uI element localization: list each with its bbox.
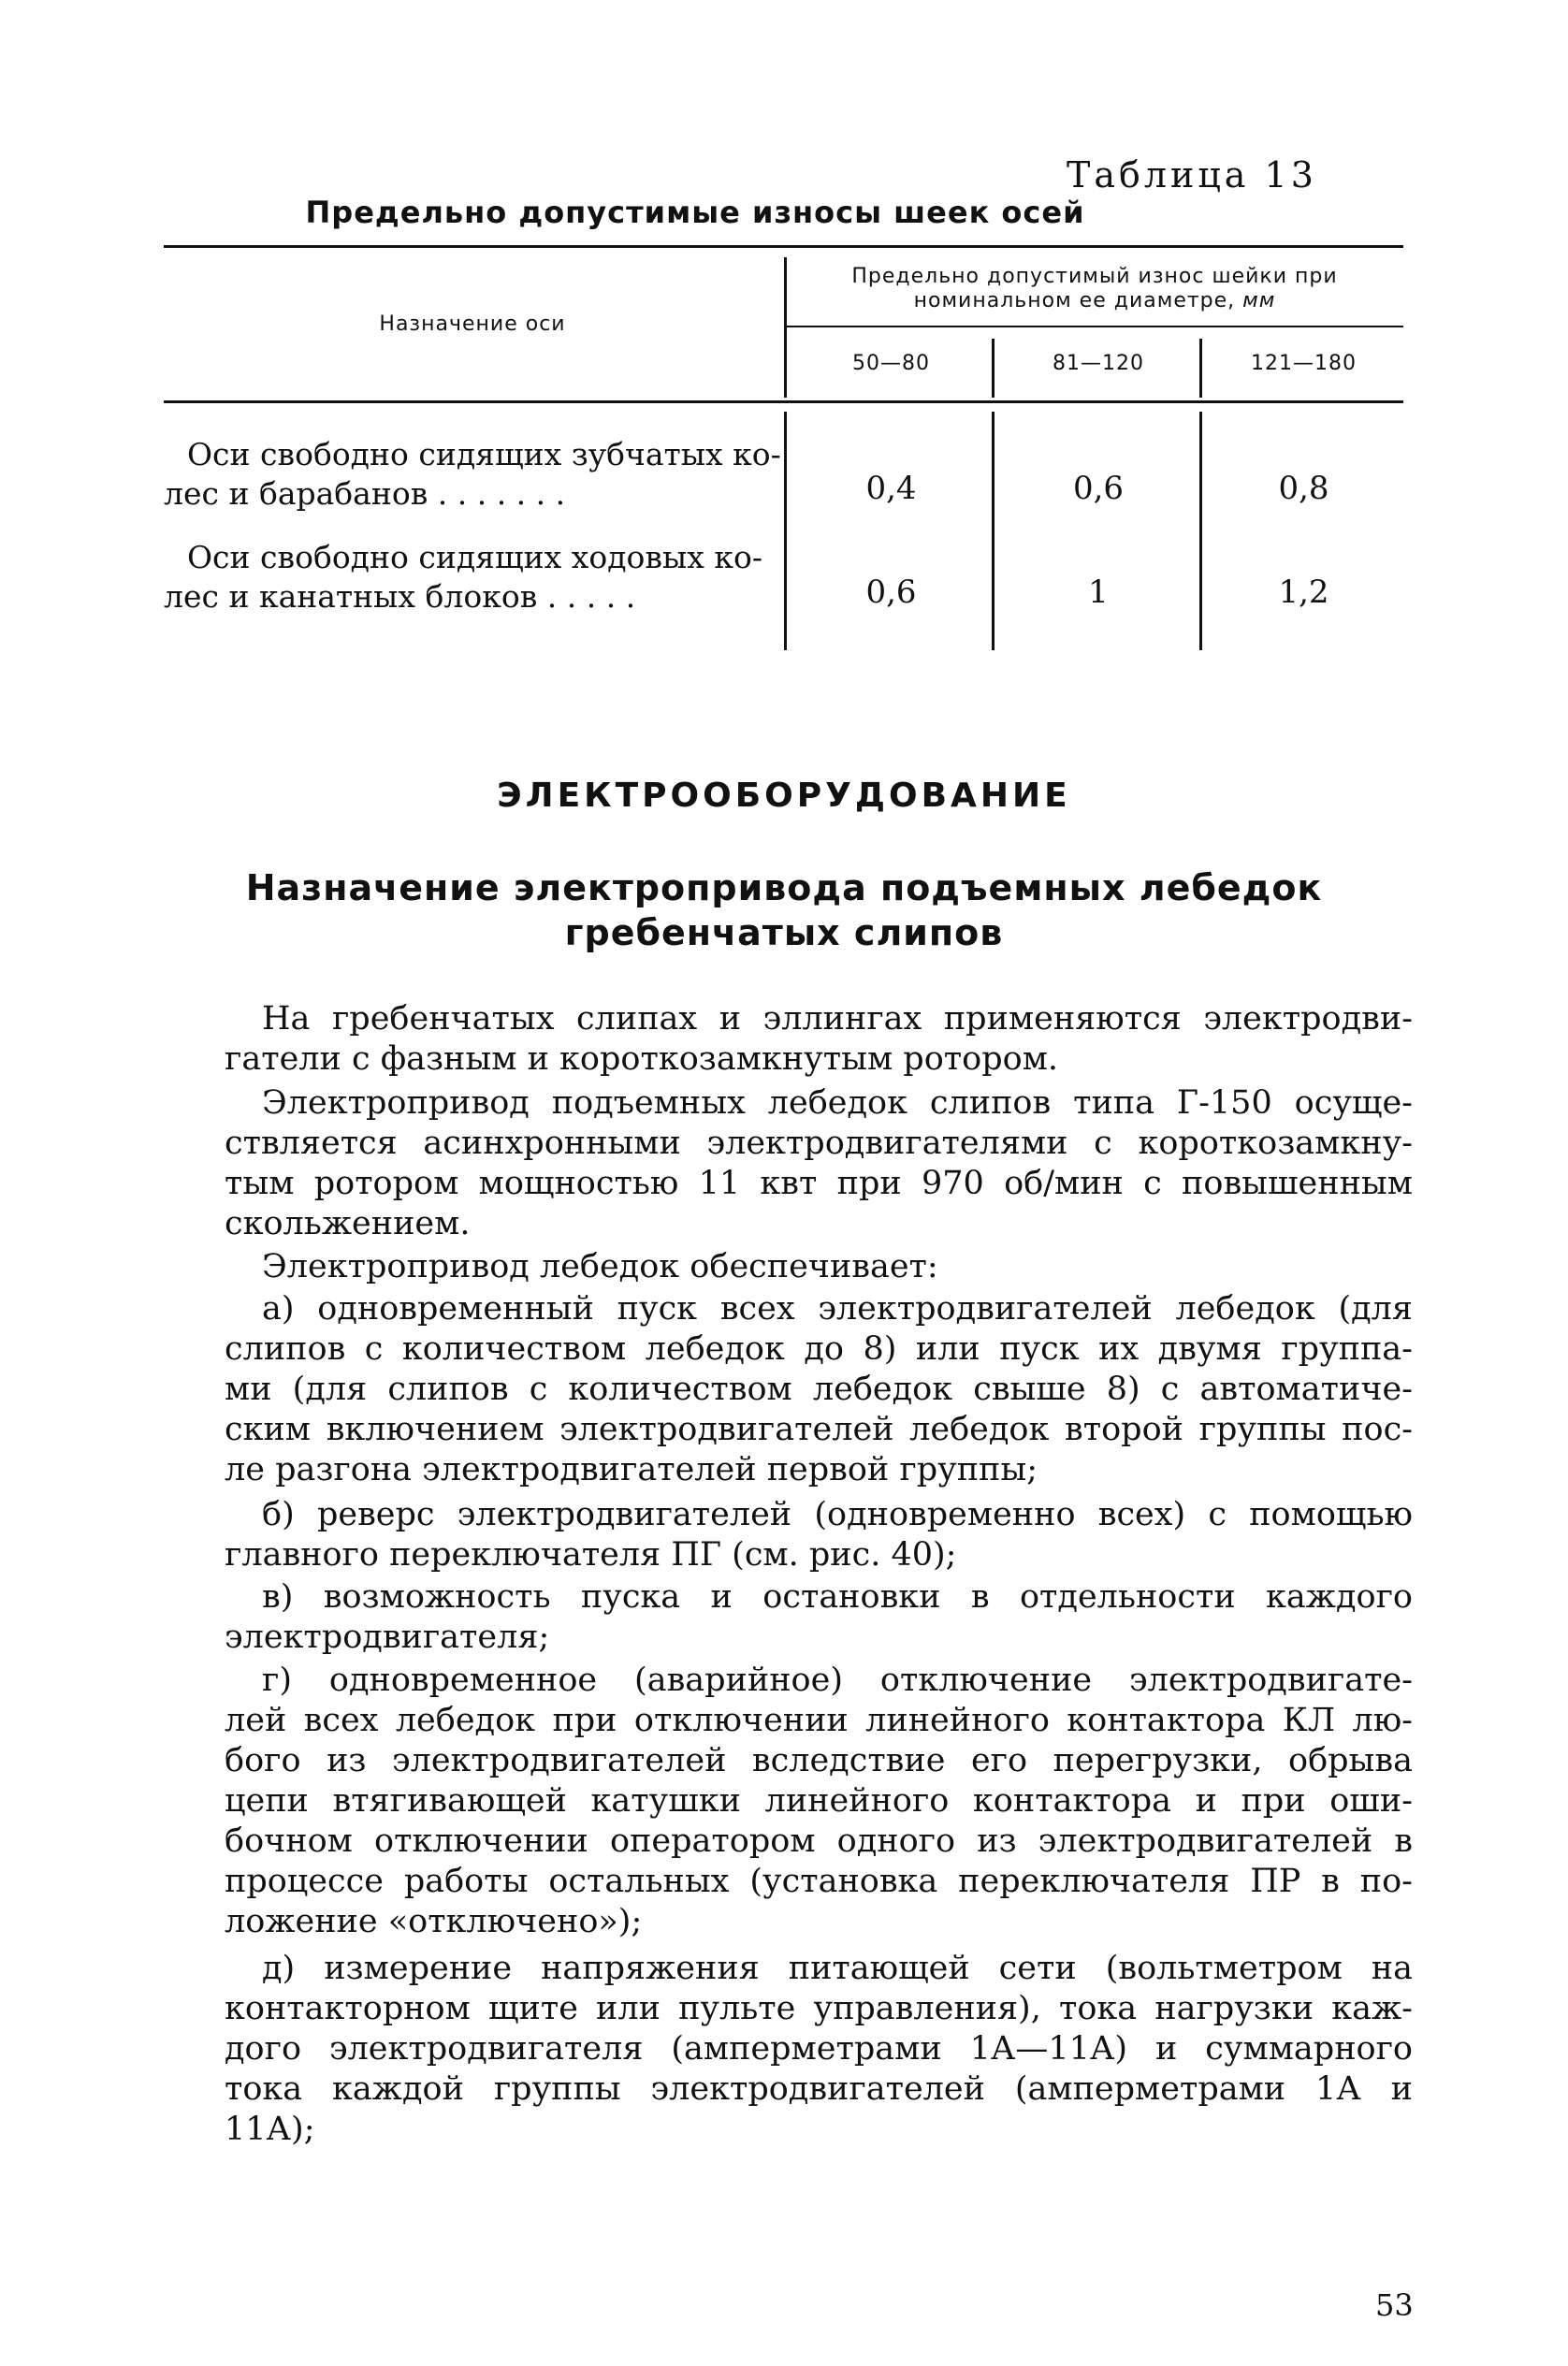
list-item-a-line: ле разгона электродвигателей первой группы; [225,1451,1038,1488]
header-range-1: 50—80 [852,352,930,375]
list-item-g-line: ложение «отключено»); [225,1903,643,1940]
list-item-b-line: главного переключателя ПГ (см. рис. 40); [225,1536,957,1574]
header-axis-purpose: Назначение оси [379,312,566,336]
paragraph-2 [225,1083,1413,1244]
table-subheader-rule [786,326,1403,327]
table-row-2-cell-3: 1,2 [1278,573,1329,611]
paragraph-2-line: Электропривод подъемных лебедок слипов типа Г-150 осуще- [262,1084,1413,1122]
table-label: Таблица 13 [1067,154,1317,196]
table-body-divider-3 [1199,412,1202,650]
paragraph-1-line: гатели с фазным и короткозамкнутым ротором. [225,1040,1059,1078]
table-row-1-cell-3: 0,8 [1278,470,1329,507]
header-max-wear-line2: номинальном ее диаметре, [913,289,1236,312]
table-row-2-label [164,538,786,617]
list-item-g-line: бого из электродвигателей вследствие его перегрузки, обрыва [225,1742,1413,1779]
table-top-rule [164,245,1403,248]
list-item-d-line: тока каждой группы электродвигателей (амперметрами 1А и [225,2070,1413,2108]
table-col-divider-2 [992,339,995,398]
list-item-g-line: г) одновременное (аварийное) отключение электродвигате- [262,1662,1413,1699]
row-1-label-line1: Оси свободно сидящих зубчатых ко- [187,436,781,472]
table-header-rule [164,400,1403,403]
paragraph-2-line: тым ротором мощностью 11 квт при 970 об/мин с повышенным [225,1165,1413,1202]
paragraph-1 [225,999,1413,1080]
paragraph-2-line: ствляется асинхронными электродвигателями с короткозамкну- [225,1125,1413,1162]
list-item-d [225,1949,1413,2150]
paragraph-3-line: Электропривод лебедок обеспечивает: [262,1248,938,1285]
table-row-2-cell-1: 0,6 [865,573,917,611]
list-item-a-line: а) одновременный пуск всех электродвигателей лебедок (для [262,1290,1413,1328]
sub-heading-line1: Назначение электропривода подъемных лебедок [245,867,1323,908]
list-item-g [225,1661,1413,1942]
list-item-a [225,1289,1413,1490]
row-2-label-line1: Оси свободно сидящих ходовых ко- [187,539,762,575]
table-row-1-cell-1: 0,4 [865,470,917,507]
header-range-2: 81—120 [1053,352,1144,375]
list-item-d-line: дого электродвигателя (амперметрами 1А—11А) и суммарного [225,2030,1413,2068]
list-item-a-line: ским включением электродвигателей лебедок второй группы пос- [225,1411,1413,1448]
table-caption-text: Предельно допустимые износы шеек осей [305,195,1085,230]
list-item-a-line: слипов с количеством лебедок до 8) или пуск их двумя группа- [225,1330,1413,1368]
list-item-v-line: электродвигателя; [225,1618,550,1656]
header-range-3: 121—180 [1251,352,1357,375]
list-item-a-line: ми (для слипов с количеством лебедок свыше 8) с автоматиче- [225,1371,1413,1408]
table-row-1-label [164,435,786,514]
header-max-wear-line1: Предельно допустимый износ шейки при [851,265,1338,288]
list-item-g-line: цепи втягивающей катушки линейного контактора и при оши- [225,1782,1413,1820]
section-heading: ЭЛЕКТРООБОРУДОВАНИЕ [497,777,1071,815]
list-item-d-line: д) измерение напряжения питающей сети (вольтметром на [262,1950,1413,1987]
row-2-label-line2: лес и канатных блоков . . . . . [164,578,636,615]
page-number: 53 [1375,2287,1414,2323]
list-item-v-line: в) возможность пуска и остановки в отдельности каждого [262,1578,1413,1616]
paragraph-3 [225,1247,1413,1287]
list-item-b-line: б) реверс электродвигателей (одновременно всех) с помощью [262,1496,1413,1533]
list-item-g-line: бочном отключении оператором одного из электродвигателей в [225,1822,1413,1860]
table-caption [0,195,1568,230]
row-1-label-line2: лес и барабанов . . . . . . . [164,475,566,512]
paragraph-2-line: скольжением. [225,1205,471,1242]
sub-heading-line2: гребенчатых слипов [564,912,1004,953]
paragraph-1-line: На гребенчатых слипах и эллингах применяются электродви- [262,1000,1413,1038]
header-max-wear [791,265,1399,313]
list-item-g-line: процессе работы остальных (установка переключателя ПР в по- [225,1863,1413,1900]
list-item-b [225,1495,1413,1575]
list-item-g-line: лей всех лебедок при отключении линейного контактора КЛ лю- [225,1702,1413,1739]
table-col-divider-1 [784,257,787,398]
table-row-1-cell-2: 0,6 [1072,470,1125,507]
list-item-d-line: 11А); [225,2111,315,2148]
list-item-v [225,1577,1413,1658]
table-body-divider-2 [992,412,995,650]
table-row-2-cell-2: 1 [1088,573,1109,611]
list-item-d-line: контакторном щите или пульте управления), тока нагрузки каж- [225,1990,1413,2027]
header-max-wear-unit: мм [1242,289,1276,312]
sub-heading [0,865,1568,955]
